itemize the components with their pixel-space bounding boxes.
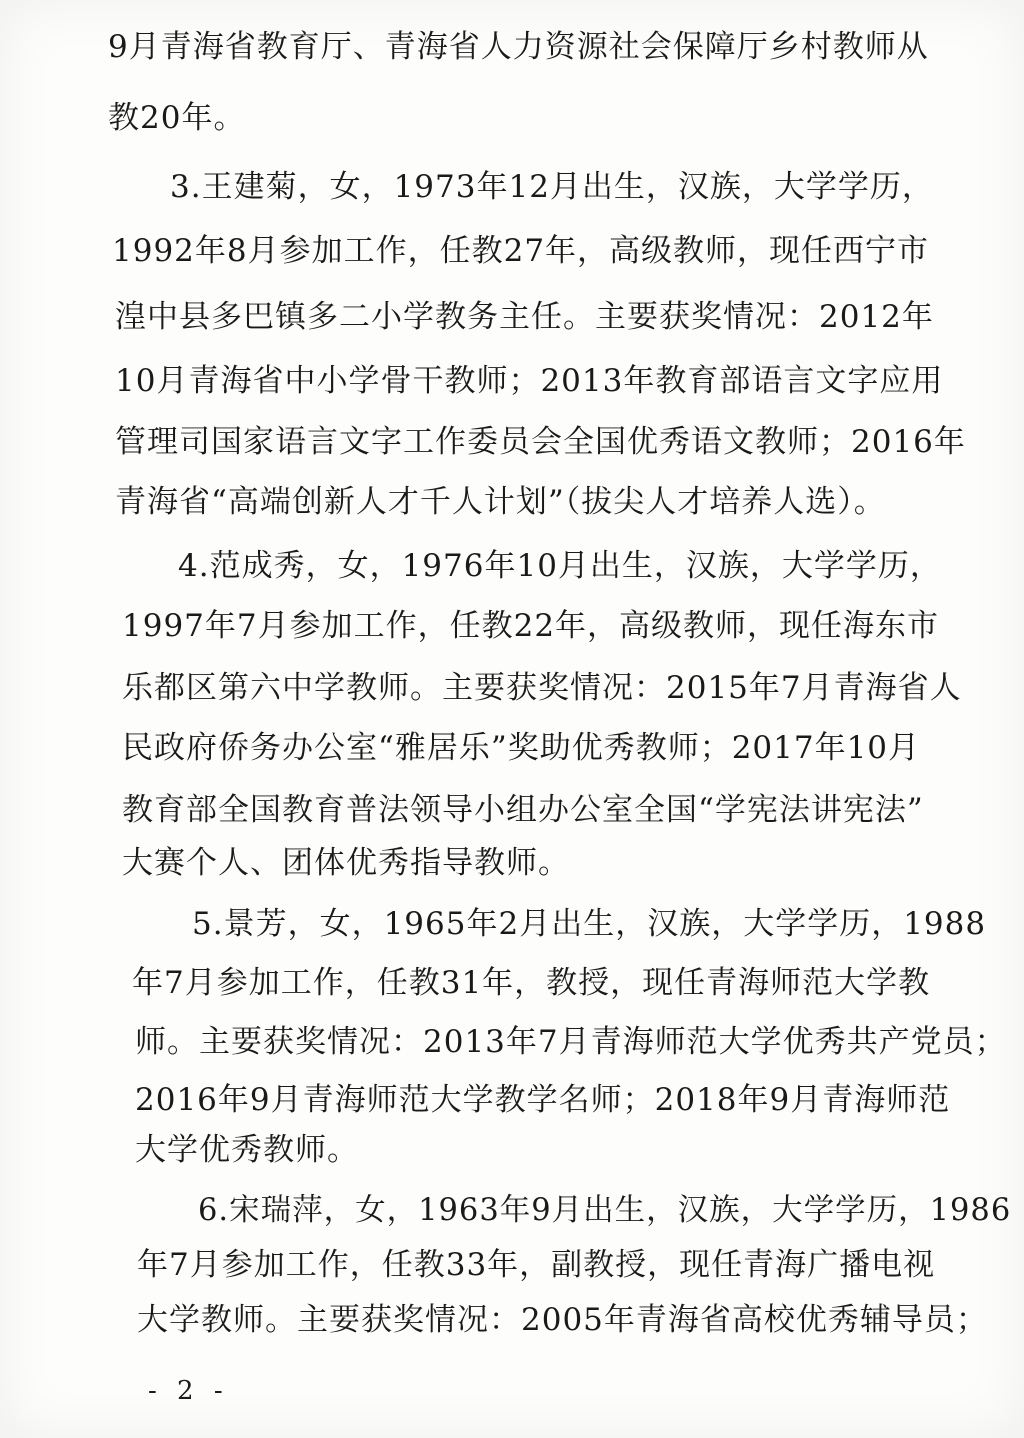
- text-line: 3.王建菊，女，1973年12月出生，汉族，大学学历，: [170, 169, 934, 205]
- text-line: 6.宋瑞萍，女，1963年9月出生，汉族，大学学历，1986: [198, 1193, 1012, 1228]
- text-line: 年7月参加工作，任教31年，教授，现任青海师范大学教: [132, 965, 931, 1001]
- text-line: 5.景芳，女，1965年2月出生，汉族，大学学历，1988: [192, 906, 987, 942]
- text-line: 9月青海省教育厅、青海省人力资源社会保障厅乡村教师从: [108, 29, 929, 65]
- text-line: 教育部全国教育普法领导小组办公室全国“学宪法讲宪法”: [122, 792, 924, 828]
- text-line: 大学教师。主要获奖情况：2005年青海省高校优秀辅导员；: [137, 1302, 988, 1338]
- text-line: 湟中县多巴镇多二小学教务主任。主要获奖情况：2012年: [115, 299, 934, 335]
- text-line: 民政府侨务办公室“雅居乐”奖助优秀教师；2017年10月: [122, 730, 921, 766]
- text-line: 大学优秀教师。: [135, 1132, 359, 1168]
- text-line: 1997年7月参加工作，任教22年，高级教师，现任海东市: [122, 608, 940, 644]
- text-line: 年7月参加工作，任教33年，副教授，现任青海广播电视: [137, 1247, 936, 1283]
- text-line: 4.范成秀，女，1976年10月出生，汉族，大学学历，: [178, 548, 942, 584]
- text-line: 师。主要获奖情况：2013年7月青海师范大学优秀共产党员；: [135, 1024, 1007, 1060]
- text-line: 2016年9月青海师范大学教学名师；2018年9月青海师范: [135, 1082, 951, 1118]
- text-line: 大赛个人、团体优秀指导教师。: [122, 845, 570, 881]
- page-number: - 2 -: [148, 1376, 229, 1406]
- text-line: 管理司国家语言文字工作委员会全国优秀语文教师；2016年: [115, 424, 966, 460]
- text-line: 10月青海省中小学骨干教师；2013年教育部语言文字应用: [115, 363, 944, 399]
- text-line: 乐都区第六中学教师。主要获奖情况：2015年7月青海省人: [122, 670, 962, 706]
- text-line: 青海省“高端创新人才千人计划”（拔尖人才培养人选）。: [115, 484, 886, 520]
- text-line: 教20年。: [108, 100, 246, 136]
- text-line: 1992年8月参加工作，任教27年，高级教师，现任西宁市: [112, 233, 930, 269]
